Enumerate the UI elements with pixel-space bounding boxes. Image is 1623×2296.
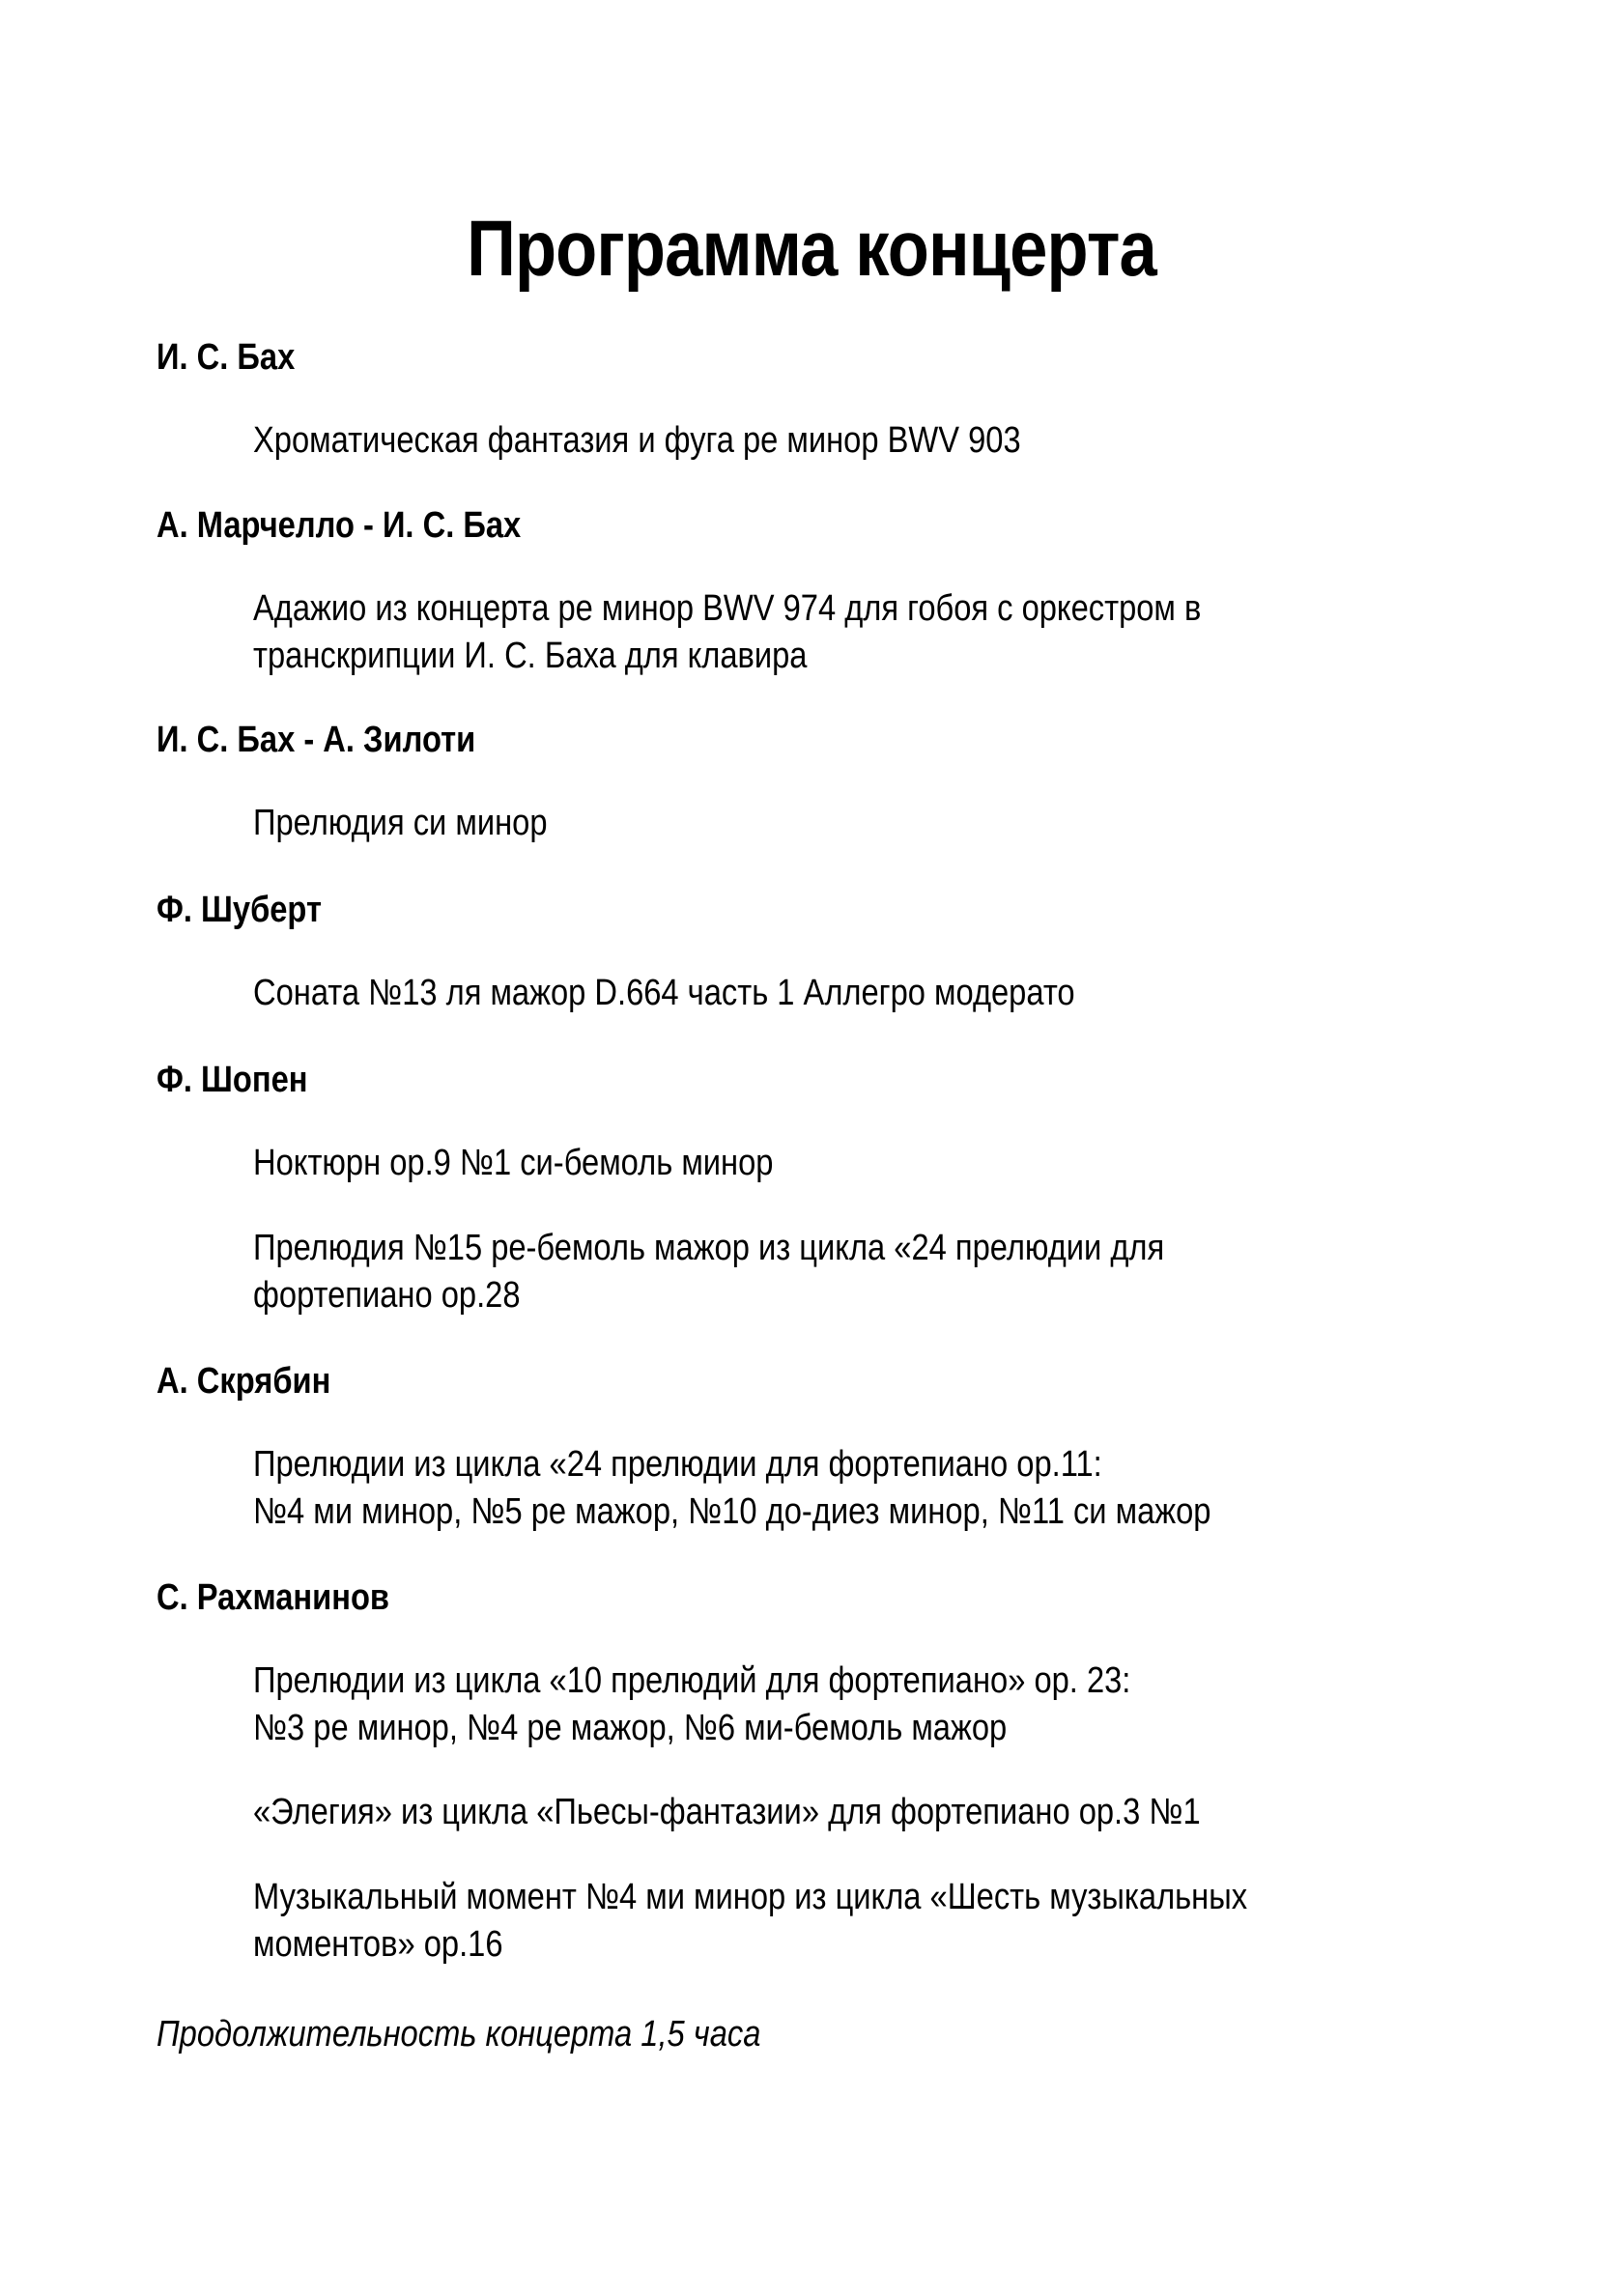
- work-item: [253, 1658, 1130, 1752]
- work-line: Музыкальный момент №4 ми минор из цикла «Шесть музыкальных: [253, 1877, 1248, 1917]
- work-item: [253, 970, 1075, 1017]
- work-line: Хроматическая фантазия и фуга ре минор BWV 903: [253, 420, 1021, 461]
- work-line: №4 ми минор, №5 ре мажор, №10 до-диез минор, №11 си мажор: [253, 1491, 1211, 1532]
- work-line: №3 ре минор, №4 ре мажор, №6 ми-бемоль мажор: [253, 1708, 1008, 1748]
- work-line: Прелюдии из цикла «10 прелюдий для фортепиано» ор. 23:: [253, 1660, 1131, 1701]
- work-item: [253, 585, 1201, 680]
- work-item: [253, 1225, 1164, 1319]
- work-line: фортепиано ор.28: [253, 1275, 521, 1316]
- work-item: [253, 1874, 1247, 1969]
- work-item: [253, 1441, 1210, 1536]
- work-item: [253, 1789, 1201, 1836]
- work-line: «Элегия» из цикла «Пьесы-фантазии» для фортепиано ор.3 №1: [253, 1792, 1201, 1832]
- work-line: Прелюдия №15 ре-бемоль мажор из цикла «24 прелюдии для: [253, 1228, 1165, 1268]
- composer-marcello-bach: А. Марчелло - И. С. Бах: [157, 505, 522, 546]
- composer-bach: И. С. Бах: [157, 337, 296, 378]
- work-line: Адажио из концерта ре минор BWV 974 для гобоя с оркестром в: [253, 588, 1202, 629]
- composer-scriabin: А. Скрябин: [157, 1361, 331, 1402]
- work-line: моментов» ор.16: [253, 1924, 503, 1965]
- work-line: Прелюдии из цикла «24 прелюдии для фортепиано ор.11:: [253, 1444, 1102, 1485]
- page-title: Программа концерта: [467, 205, 1156, 293]
- work-line: Ноктюрн ор.9 №1 си-бемоль минор: [253, 1143, 774, 1183]
- work-item: [253, 800, 548, 847]
- work-item: [253, 417, 1021, 465]
- composer-bach-siloti: И. С. Бах - А. Зилоти: [157, 720, 476, 760]
- work-line: транскрипции И. С. Баха для клавира: [253, 636, 808, 676]
- work-line: Соната №13 ля мажор D.664 часть 1 Аллегро модерато: [253, 973, 1075, 1013]
- concert-duration: Продолжительность концерта 1,5 часа: [157, 2014, 761, 2055]
- composer-chopin: Ф. Шопен: [157, 1060, 308, 1100]
- composer-schubert: Ф. Шуберт: [157, 890, 322, 930]
- work-item: [253, 1140, 773, 1187]
- composer-rachmaninoff: С. Рахманинов: [157, 1577, 390, 1618]
- work-line: Прелюдия си минор: [253, 803, 548, 843]
